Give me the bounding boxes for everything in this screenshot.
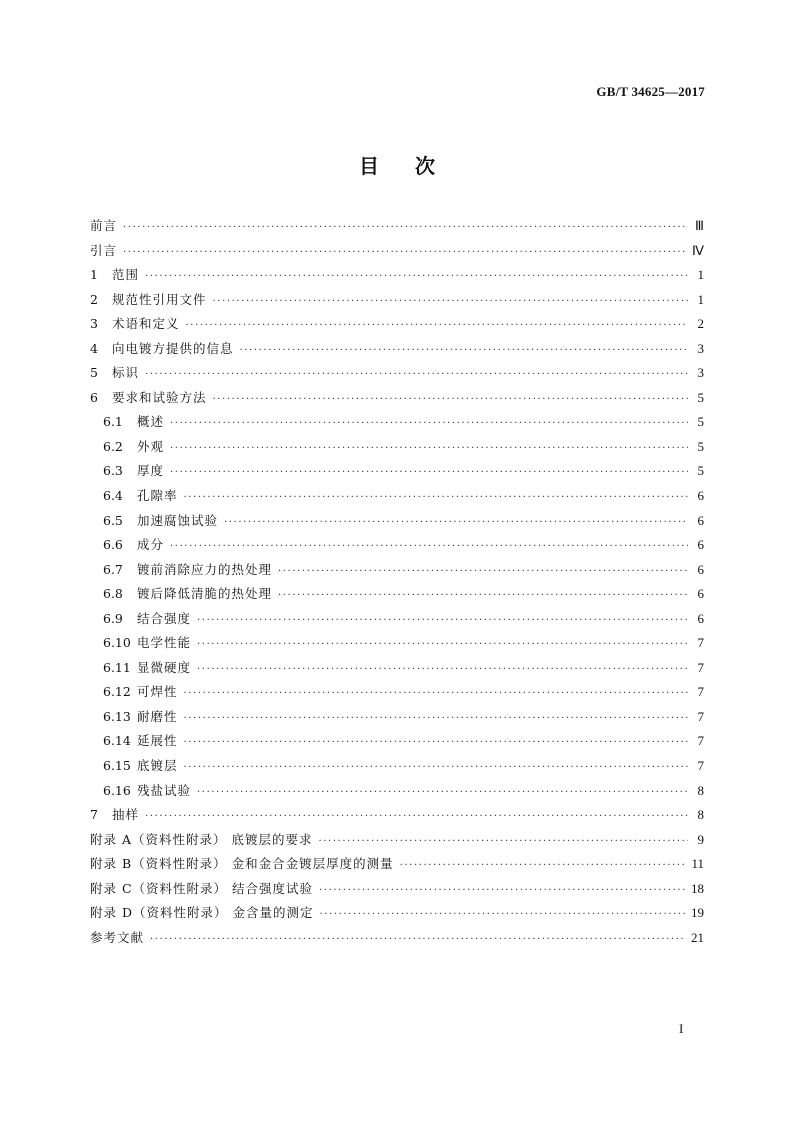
dot-leader [213, 290, 688, 315]
toc-entry-number: 5 [90, 365, 98, 381]
toc-entry-number: 6.3 [103, 463, 123, 479]
toc-entry-page: 1 [697, 291, 704, 307]
toc-entry-page: 21 [691, 929, 704, 945]
toc-entry-label: 耐磨性 [137, 708, 178, 724]
dot-leader [184, 731, 688, 756]
dot-leader [170, 535, 688, 560]
toc-entry-label: 概述 [137, 414, 165, 430]
dot-leader [278, 560, 688, 585]
toc-entry[interactable] [90, 656, 704, 681]
dot-leader [197, 658, 688, 683]
toc-entry[interactable] [90, 680, 704, 705]
dot-leader [123, 241, 686, 266]
dot-leader [170, 461, 688, 486]
toc-entry-page: 11 [691, 856, 704, 872]
toc-entry-label: 范围 [112, 267, 140, 283]
toc-entry-label: 可焊性 [137, 684, 178, 700]
toc-entry-page: 6 [697, 586, 704, 602]
toc-entry-label: 孔隙率 [137, 488, 178, 504]
toc-entry-number: 6.9 [103, 610, 123, 626]
dot-leader [184, 756, 688, 781]
toc-entry-number: 6.1 [103, 414, 123, 430]
toc-entry-label: 标识 [112, 365, 140, 381]
toc-entry-page: 1 [697, 267, 704, 283]
toc-entry-page: 2 [697, 316, 704, 332]
toc-entry-label: 延展性 [137, 733, 178, 749]
toc-entry-label: 底镀层 [137, 758, 178, 774]
dot-leader [224, 511, 688, 536]
toc-entry-label: 成分 [137, 537, 165, 553]
toc-entry-number: 6.10 [103, 635, 131, 651]
toc-entry-page: 19 [691, 905, 704, 921]
toc-entry-page: Ⅳ [692, 242, 704, 258]
dot-leader [197, 609, 688, 634]
toc-entry-number: 1 [90, 267, 98, 283]
toc-entry-page: 6 [697, 561, 704, 577]
toc-entry-label: 要求和试验方法 [112, 389, 207, 405]
toc-entry[interactable] [90, 288, 704, 313]
toc-entry[interactable] [90, 705, 704, 730]
dot-leader [213, 388, 688, 413]
dot-leader [197, 781, 688, 806]
toc-entry[interactable] [90, 729, 704, 754]
toc-entry[interactable] [90, 410, 704, 435]
toc-entry-page: 7 [697, 708, 704, 724]
toc-entry-number: 6.14 [103, 733, 131, 749]
toc-entry-page: Ⅲ [695, 218, 704, 233]
toc-entry-page: 9 [697, 831, 704, 847]
toc-entry[interactable] [90, 435, 704, 460]
toc-entry-page: 7 [697, 758, 704, 774]
toc-entry-number: 6.7 [103, 561, 123, 577]
toc-entry-page: 5 [697, 463, 704, 479]
toc-entry-page: 6 [697, 512, 704, 528]
dot-leader [319, 903, 685, 928]
dot-leader [318, 830, 688, 855]
toc-entry-label: 抽样 [112, 807, 140, 823]
toc-entry-label: 加速腐蚀试验 [137, 512, 219, 528]
toc-entry[interactable] [90, 779, 704, 804]
toc-entry-label: 外观 [137, 438, 165, 454]
toc-entry-label: 规范性引用文件 [112, 291, 207, 307]
toc-entry[interactable] [90, 852, 704, 877]
toc-entry[interactable] [90, 239, 704, 264]
toc-entry-number: 6.11 [103, 659, 131, 675]
toc-entry-label: 附录 C（资料性附录） 结合强度试验 [90, 880, 314, 896]
toc-entry[interactable] [90, 607, 704, 632]
toc-entry-label: 残盐试验 [137, 782, 192, 798]
toc-entry-page: 6 [697, 537, 704, 553]
toc-entry[interactable] [90, 828, 704, 853]
toc-entry-page: 8 [697, 807, 704, 823]
dot-leader [184, 707, 688, 732]
toc-entry-number: 6.4 [103, 488, 123, 504]
toc-entry-label: 附录 A（资料性附录） 底镀层的要求 [90, 831, 313, 847]
toc-entry-label: 术语和定义 [112, 316, 180, 332]
toc-entry[interactable] [90, 803, 704, 828]
toc-entry-page: 3 [697, 365, 704, 381]
toc-entry-label: 参考文献 [90, 929, 145, 945]
toc-entry-number: 2 [90, 291, 98, 307]
toc-entry-label: 向电镀方提供的信息 [112, 340, 234, 356]
toc-entry-page: 7 [697, 659, 704, 675]
toc-entry-number: 6.16 [103, 782, 131, 798]
toc-entry-page: 5 [697, 389, 704, 405]
toc-entry-page: 7 [697, 635, 704, 651]
dot-leader [278, 584, 688, 609]
toc-entry-label: 显微硬度 [137, 659, 192, 675]
toc-entry-label: 结合强度 [137, 610, 192, 626]
toc-entry-number: 4 [90, 340, 98, 356]
toc-entry[interactable] [90, 312, 704, 337]
toc-entry-page: 8 [697, 782, 704, 798]
toc-entry-label: 前言 [90, 218, 118, 233]
toc-entry[interactable] [90, 337, 704, 362]
dot-leader [150, 928, 685, 953]
dot-leader [170, 412, 688, 437]
toc-entry-number: 6 [90, 389, 98, 405]
dot-leader [186, 314, 688, 339]
toc-entry[interactable] [90, 558, 704, 583]
toc-entry[interactable] [90, 263, 704, 288]
dot-leader [170, 437, 688, 462]
toc-entry-number: 6.2 [103, 438, 123, 454]
toc-entry-label: 附录 D（资料性附录） 金含量的测定 [90, 905, 314, 921]
toc-entry[interactable] [90, 459, 704, 484]
toc-entry-label: 厚度 [137, 463, 165, 479]
toc-entry-page: 7 [697, 684, 704, 700]
dot-leader [145, 805, 688, 830]
toc-entry[interactable] [90, 509, 704, 534]
toc-entry-page: 5 [697, 438, 704, 454]
toc-entry-label: 镀前消除应力的热处理 [137, 561, 273, 577]
dot-leader [240, 339, 688, 364]
toc-entry-number: 7 [90, 807, 98, 823]
toc-entry[interactable] [90, 877, 704, 902]
toc-entry[interactable] [90, 214, 704, 239]
dot-leader [319, 879, 685, 904]
page-number: I [679, 1021, 684, 1036]
toc-entry-label: 电学性能 [137, 635, 192, 651]
toc-entry-number: 6.13 [103, 708, 131, 724]
toc-entry[interactable] [90, 631, 704, 656]
toc-entry-page: 18 [691, 880, 704, 896]
toc-entry[interactable] [90, 926, 704, 951]
toc-entry-number: 6.8 [103, 586, 123, 602]
toc-entry-number: 3 [90, 316, 98, 332]
toc-entry-page: 3 [697, 340, 704, 356]
toc-entry-label: 引言 [90, 242, 118, 258]
toc-entry-number: 6.12 [103, 684, 131, 700]
dot-leader [123, 216, 688, 241]
toc-entry[interactable] [90, 484, 704, 509]
toc-entry-number: 6.6 [103, 537, 123, 553]
toc-entry-page: 6 [697, 488, 704, 504]
toc-entry[interactable] [90, 361, 704, 386]
toc-entry-number: 6.5 [103, 512, 123, 528]
dot-leader [145, 363, 688, 388]
dot-leader [184, 682, 688, 707]
toc-entry-page: 7 [697, 733, 704, 749]
toc-entry[interactable] [90, 386, 704, 411]
dot-leader [184, 486, 688, 511]
dot-leader [400, 854, 686, 879]
document-code: GB/T 34625—2017 [596, 84, 705, 99]
toc-entry-number: 6.15 [103, 758, 131, 774]
toc-entry[interactable] [90, 533, 704, 558]
dot-leader [197, 633, 688, 658]
toc-entry[interactable] [90, 582, 704, 607]
toc-entry[interactable] [90, 754, 704, 779]
dot-leader [145, 265, 688, 290]
page-title: 目次 [359, 154, 471, 178]
toc-entry-label: 镀后降低清脆的热处理 [137, 586, 273, 602]
toc-entry-label: 附录 B（资料性附录） 金和金合金镀层厚度的测量 [90, 856, 394, 872]
toc-entry-page: 6 [697, 610, 704, 626]
toc-entry-page: 5 [697, 414, 704, 430]
toc-entry[interactable] [90, 901, 704, 926]
table-of-contents [90, 214, 704, 950]
